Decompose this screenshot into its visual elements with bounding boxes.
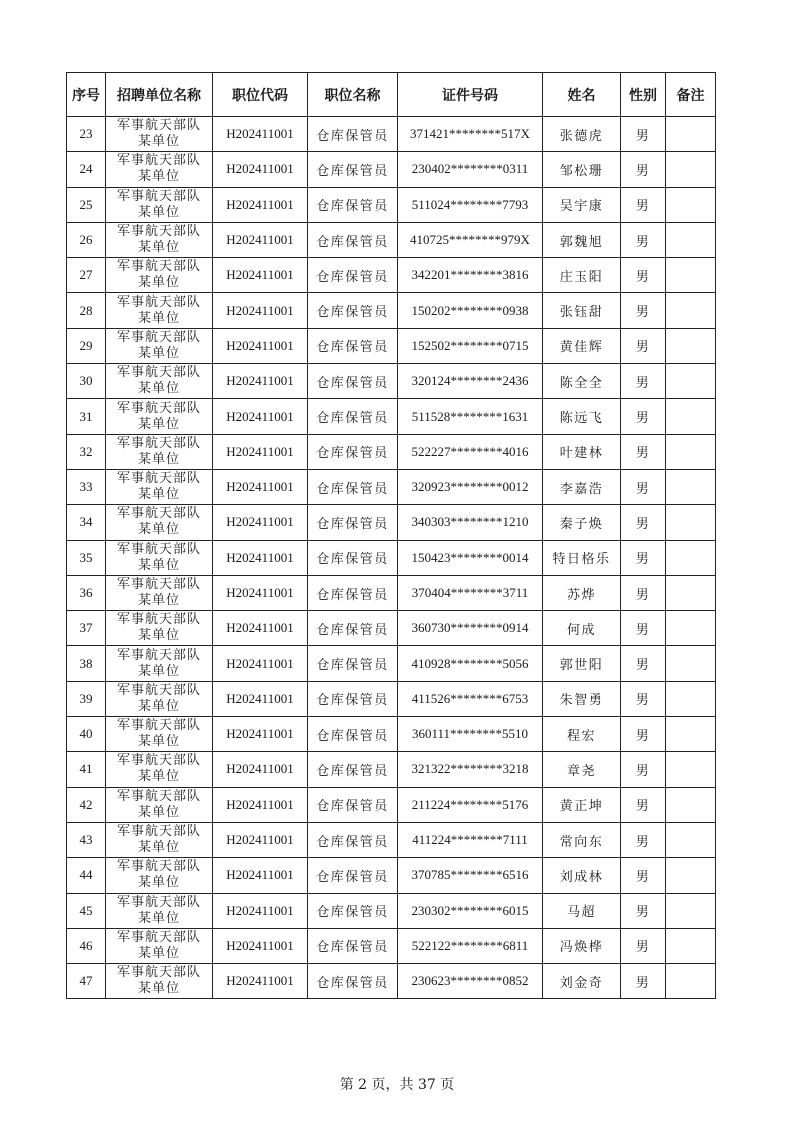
cell-position: 仓库保管员 [308,752,398,787]
cell-code: H202411001 [213,117,308,152]
cell-position: 仓库保管员 [308,187,398,222]
cell-name: 邹松珊 [543,152,621,187]
cell-position: 仓库保管员 [308,469,398,504]
cell-position: 仓库保管员 [308,787,398,822]
cell-unit [106,293,213,328]
cell-unit [106,222,213,257]
cell-name: 朱智勇 [543,681,621,716]
cell-gender: 男 [621,293,666,328]
cell-gender: 男 [621,364,666,399]
cell-unit-line1: 军事航天部队 [116,753,201,769]
table-row [67,222,716,257]
cell-code: H202411001 [213,575,308,610]
cell-name: 刘金奇 [543,964,621,999]
cell-unit-line1: 军事航天部队 [116,718,201,734]
cell-position: 仓库保管员 [308,152,398,187]
table-row [67,575,716,610]
cell-name: 苏烨 [543,575,621,610]
cell-unit [106,575,213,610]
cell-unit-line1: 军事航天部队 [116,400,201,416]
cell-unit [106,646,213,681]
cell-gender: 男 [621,328,666,363]
table-row [67,540,716,575]
table-row [67,434,716,469]
cell-gender: 男 [621,540,666,575]
cell-seq: 27 [67,258,106,293]
cell-name: 叶建林 [543,434,621,469]
cell-unit [106,152,213,187]
cell-id-number: 522227********4016 [398,434,543,469]
table-row [67,858,716,893]
cell-code: H202411001 [213,964,308,999]
cell-code: H202411001 [213,787,308,822]
cell-seq: 43 [67,822,106,857]
cell-unit-line1: 军事航天部队 [116,471,201,487]
cell-gender: 男 [621,646,666,681]
cell-name: 黄佳辉 [543,328,621,363]
cell-unit [106,434,213,469]
cell-name: 刘成林 [543,858,621,893]
cell-id-number: 150423********0014 [398,540,543,575]
cell-remark [666,893,716,928]
cell-code: H202411001 [213,258,308,293]
cell-gender: 男 [621,152,666,187]
cell-id-number: 522122********6811 [398,928,543,963]
cell-unit-line2: 某单位 [137,310,180,326]
cell-unit-line1: 军事航天部队 [116,259,201,275]
cell-remark [666,117,716,152]
cell-id-number: 411526********6753 [398,681,543,716]
cell-position: 仓库保管员 [308,893,398,928]
cell-remark [666,399,716,434]
cell-unit [106,752,213,787]
cell-unit-line2: 某单位 [137,945,180,961]
roster-table [66,72,716,999]
cell-position: 仓库保管员 [308,611,398,646]
cell-seq: 42 [67,787,106,822]
cell-seq: 28 [67,293,106,328]
cell-code: H202411001 [213,399,308,434]
cell-remark [666,434,716,469]
cell-name: 庄玉阳 [543,258,621,293]
cell-remark [666,187,716,222]
cell-unit-line1: 军事航天部队 [116,612,201,628]
cell-unit-line1: 军事航天部队 [116,118,201,134]
cell-name: 郭世阳 [543,646,621,681]
cell-name: 秦子焕 [543,505,621,540]
cell-seq: 35 [67,540,106,575]
cell-name: 冯焕桦 [543,928,621,963]
cell-remark [666,575,716,610]
cell-unit-line1: 军事航天部队 [116,541,201,557]
cell-remark [666,293,716,328]
cell-unit-line1: 军事航天部队 [116,682,201,698]
cell-name: 马超 [543,893,621,928]
cell-gender: 男 [621,575,666,610]
table-row [67,717,716,752]
cell-seq: 40 [67,717,106,752]
cell-unit-line1: 军事航天部队 [116,965,201,981]
cell-id-number: 342201********3816 [398,258,543,293]
cell-seq: 32 [67,434,106,469]
table-row [67,328,716,363]
cell-id-number: 230302********6015 [398,893,543,928]
header-position: 职位名称 [308,73,398,117]
cell-unit-line2: 某单位 [137,875,180,891]
cell-code: H202411001 [213,293,308,328]
cell-code: H202411001 [213,328,308,363]
table-row [67,258,716,293]
table-row [67,964,716,999]
cell-unit [106,858,213,893]
cell-seq: 46 [67,928,106,963]
cell-code: H202411001 [213,752,308,787]
cell-name: 吴宇康 [543,187,621,222]
cell-unit-line2: 某单位 [137,804,180,820]
table-row [67,505,716,540]
cell-name: 郭魏旭 [543,222,621,257]
header-gender: 性别 [621,73,666,117]
cell-code: H202411001 [213,858,308,893]
table-row [67,928,716,963]
cell-name: 何成 [543,611,621,646]
cell-code: H202411001 [213,187,308,222]
cell-seq: 37 [67,611,106,646]
cell-unit-line1: 军事航天部队 [116,647,201,663]
table-row [67,893,716,928]
header-seq: 序号 [67,73,106,117]
cell-code: H202411001 [213,222,308,257]
cell-code: H202411001 [213,364,308,399]
cell-unit-line2: 某单位 [137,204,180,220]
cell-seq: 30 [67,364,106,399]
cell-gender: 男 [621,258,666,293]
cell-seq: 34 [67,505,106,540]
cell-unit [106,399,213,434]
header-remark: 备注 [666,73,716,117]
cell-unit [106,540,213,575]
table-row [67,611,716,646]
cell-name: 章尧 [543,752,621,787]
cell-seq: 39 [67,681,106,716]
table-row [67,822,716,857]
cell-code: H202411001 [213,822,308,857]
cell-unit [106,717,213,752]
cell-seq: 26 [67,222,106,257]
cell-position: 仓库保管员 [308,434,398,469]
cell-seq: 38 [67,646,106,681]
table-header-row [67,73,716,117]
cell-unit [106,822,213,857]
cell-id-number: 370785********6516 [398,858,543,893]
cell-id-number: 321322********3218 [398,752,543,787]
table-row [67,117,716,152]
header-id-number: 证件号码 [398,73,543,117]
cell-position: 仓库保管员 [308,964,398,999]
cell-gender: 男 [621,187,666,222]
table-row [67,646,716,681]
cell-gender: 男 [621,964,666,999]
cell-seq: 24 [67,152,106,187]
cell-unit [106,469,213,504]
cell-remark [666,646,716,681]
cell-unit-line2: 某单位 [137,910,180,926]
cell-gender: 男 [621,822,666,857]
cell-gender: 男 [621,858,666,893]
cell-position: 仓库保管员 [308,681,398,716]
cell-unit-line2: 某单位 [137,981,180,997]
cell-position: 仓库保管员 [308,293,398,328]
table-row [67,399,716,434]
cell-unit-line2: 某单位 [137,593,180,608]
cell-unit [106,893,213,928]
cell-gender: 男 [621,117,666,152]
table-row [67,293,716,328]
cell-unit-line2: 某单位 [137,169,180,185]
cell-code: H202411001 [213,505,308,540]
cell-unit-line2: 某单位 [137,769,180,785]
cell-unit [106,928,213,963]
cell-remark [666,469,716,504]
cell-unit [106,505,213,540]
cell-seq: 45 [67,893,106,928]
cell-id-number: 360730********0914 [398,611,543,646]
cell-unit-line2: 某单位 [137,416,180,432]
cell-unit-line2: 某单位 [137,134,180,150]
cell-position: 仓库保管员 [308,258,398,293]
cell-name: 黄正坤 [543,787,621,822]
header-code: 职位代码 [213,73,308,117]
cell-unit [106,117,213,152]
cell-id-number: 150202********0938 [398,293,543,328]
cell-remark [666,928,716,963]
cell-position: 仓库保管员 [308,575,398,610]
header-unit: 招聘单位名称 [106,73,213,117]
cell-remark [666,964,716,999]
cell-position: 仓库保管员 [308,117,398,152]
cell-unit [106,258,213,293]
table-row [67,752,716,787]
cell-id-number: 320124********2436 [398,364,543,399]
cell-name: 常向东 [543,822,621,857]
cell-id-number: 370404********3711 [398,575,543,610]
cell-gender: 男 [621,752,666,787]
table-row [67,364,716,399]
table-row [67,469,716,504]
cell-gender: 男 [621,505,666,540]
cell-position: 仓库保管员 [308,646,398,681]
cell-id-number: 320923********0012 [398,469,543,504]
cell-unit [106,364,213,399]
cell-unit-line2: 某单位 [137,663,180,679]
cell-unit-line1: 军事航天部队 [116,294,201,310]
cell-id-number: 211224********5176 [398,787,543,822]
cell-remark [666,540,716,575]
cell-id-number: 152502********0715 [398,328,543,363]
cell-unit-line2: 某单位 [137,840,180,856]
cell-unit-line1: 军事航天部队 [116,188,201,204]
cell-position: 仓库保管员 [308,928,398,963]
cell-unit-line2: 某单位 [137,345,180,361]
cell-remark [666,787,716,822]
cell-unit-line2: 某单位 [137,734,180,750]
cell-unit [106,787,213,822]
cell-gender: 男 [621,787,666,822]
cell-name: 张德虎 [543,117,621,152]
cell-remark [666,328,716,363]
cell-seq: 25 [67,187,106,222]
cell-remark [666,611,716,646]
cell-remark [666,258,716,293]
cell-code: H202411001 [213,928,308,963]
cell-code: H202411001 [213,893,308,928]
cell-remark [666,822,716,857]
table-row [67,152,716,187]
cell-id-number: 511528********1631 [398,399,543,434]
cell-unit-line2: 某单位 [137,628,180,644]
cell-name: 陈全全 [543,364,621,399]
cell-seq: 31 [67,399,106,434]
cell-position: 仓库保管员 [308,540,398,575]
table-row [67,187,716,222]
cell-name: 陈远飞 [543,399,621,434]
cell-unit-line1: 军事航天部队 [116,153,201,169]
cell-seq: 33 [67,469,106,504]
cell-seq: 44 [67,858,106,893]
cell-unit-line2: 某单位 [137,451,180,467]
cell-name: 张钰甜 [543,293,621,328]
cell-code: H202411001 [213,646,308,681]
cell-seq: 41 [67,752,106,787]
page-footer: 第 2 页，共 37 页 [339,1077,455,1093]
cell-code: H202411001 [213,611,308,646]
cell-unit-line2: 某单位 [137,487,180,503]
cell-unit-line2: 某单位 [137,522,180,538]
cell-id-number: 410928********5056 [398,646,543,681]
cell-gender: 男 [621,399,666,434]
cell-position: 仓库保管员 [308,222,398,257]
cell-id-number: 371421********517X [398,117,543,152]
cell-remark [666,717,716,752]
cell-remark [666,752,716,787]
cell-unit-line1: 军事航天部队 [116,894,201,910]
roster-body [67,117,716,999]
cell-code: H202411001 [213,469,308,504]
cell-gender: 男 [621,681,666,716]
cell-position: 仓库保管员 [308,364,398,399]
cell-id-number: 360111********5510 [398,717,543,752]
cell-code: H202411001 [213,152,308,187]
cell-position: 仓库保管员 [308,858,398,893]
cell-remark [666,505,716,540]
cell-unit [106,187,213,222]
cell-unit-line1: 军事航天部队 [116,824,201,840]
cell-code: H202411001 [213,434,308,469]
cell-unit-line2: 某单位 [137,698,180,714]
cell-unit-line2: 某单位 [137,381,180,397]
cell-id-number: 230402********0311 [398,152,543,187]
cell-unit [106,681,213,716]
cell-gender: 男 [621,611,666,646]
cell-unit-line2: 某单位 [137,557,180,573]
cell-unit-line1: 军事航天部队 [116,929,201,945]
cell-id-number: 410725********979X [398,222,543,257]
cell-id-number: 411224********7111 [398,822,543,857]
cell-name: 特日格乐 [543,540,621,575]
cell-seq: 23 [67,117,106,152]
cell-gender: 男 [621,434,666,469]
cell-gender: 男 [621,222,666,257]
cell-id-number: 340303********1210 [398,505,543,540]
cell-gender: 男 [621,469,666,504]
cell-seq: 47 [67,964,106,999]
cell-gender: 男 [621,928,666,963]
cell-code: H202411001 [213,540,308,575]
cell-unit-line1: 军事航天部队 [116,365,201,381]
cell-position: 仓库保管员 [308,717,398,752]
cell-unit-line1: 军事航天部队 [116,577,201,592]
cell-seq: 29 [67,328,106,363]
cell-unit-line1: 军事航天部队 [116,506,201,522]
cell-unit-line1: 军事航天部队 [116,788,201,804]
cell-remark [666,364,716,399]
cell-id-number: 511024********7793 [398,187,543,222]
table-row [67,681,716,716]
cell-name: 李嘉浩 [543,469,621,504]
cell-unit [106,964,213,999]
cell-gender: 男 [621,893,666,928]
cell-remark [666,152,716,187]
cell-unit-line2: 某单位 [137,275,180,291]
cell-unit-line2: 某单位 [137,240,180,256]
cell-position: 仓库保管员 [308,505,398,540]
cell-code: H202411001 [213,717,308,752]
cell-remark [666,858,716,893]
cell-position: 仓库保管员 [308,822,398,857]
cell-position: 仓库保管员 [308,328,398,363]
cell-unit [106,611,213,646]
cell-unit-line1: 军事航天部队 [116,329,201,345]
cell-unit-line1: 军事航天部队 [116,224,201,240]
cell-gender: 男 [621,717,666,752]
cell-unit-line1: 军事航天部队 [116,859,201,875]
header-name: 姓名 [543,73,621,117]
cell-remark [666,222,716,257]
cell-code: H202411001 [213,681,308,716]
cell-remark [666,681,716,716]
cell-unit [106,328,213,363]
cell-unit-line1: 军事航天部队 [116,435,201,451]
cell-name: 程宏 [543,717,621,752]
cell-position: 仓库保管员 [308,399,398,434]
cell-id-number: 230623********0852 [398,964,543,999]
table-row [67,787,716,822]
cell-seq: 36 [67,575,106,610]
